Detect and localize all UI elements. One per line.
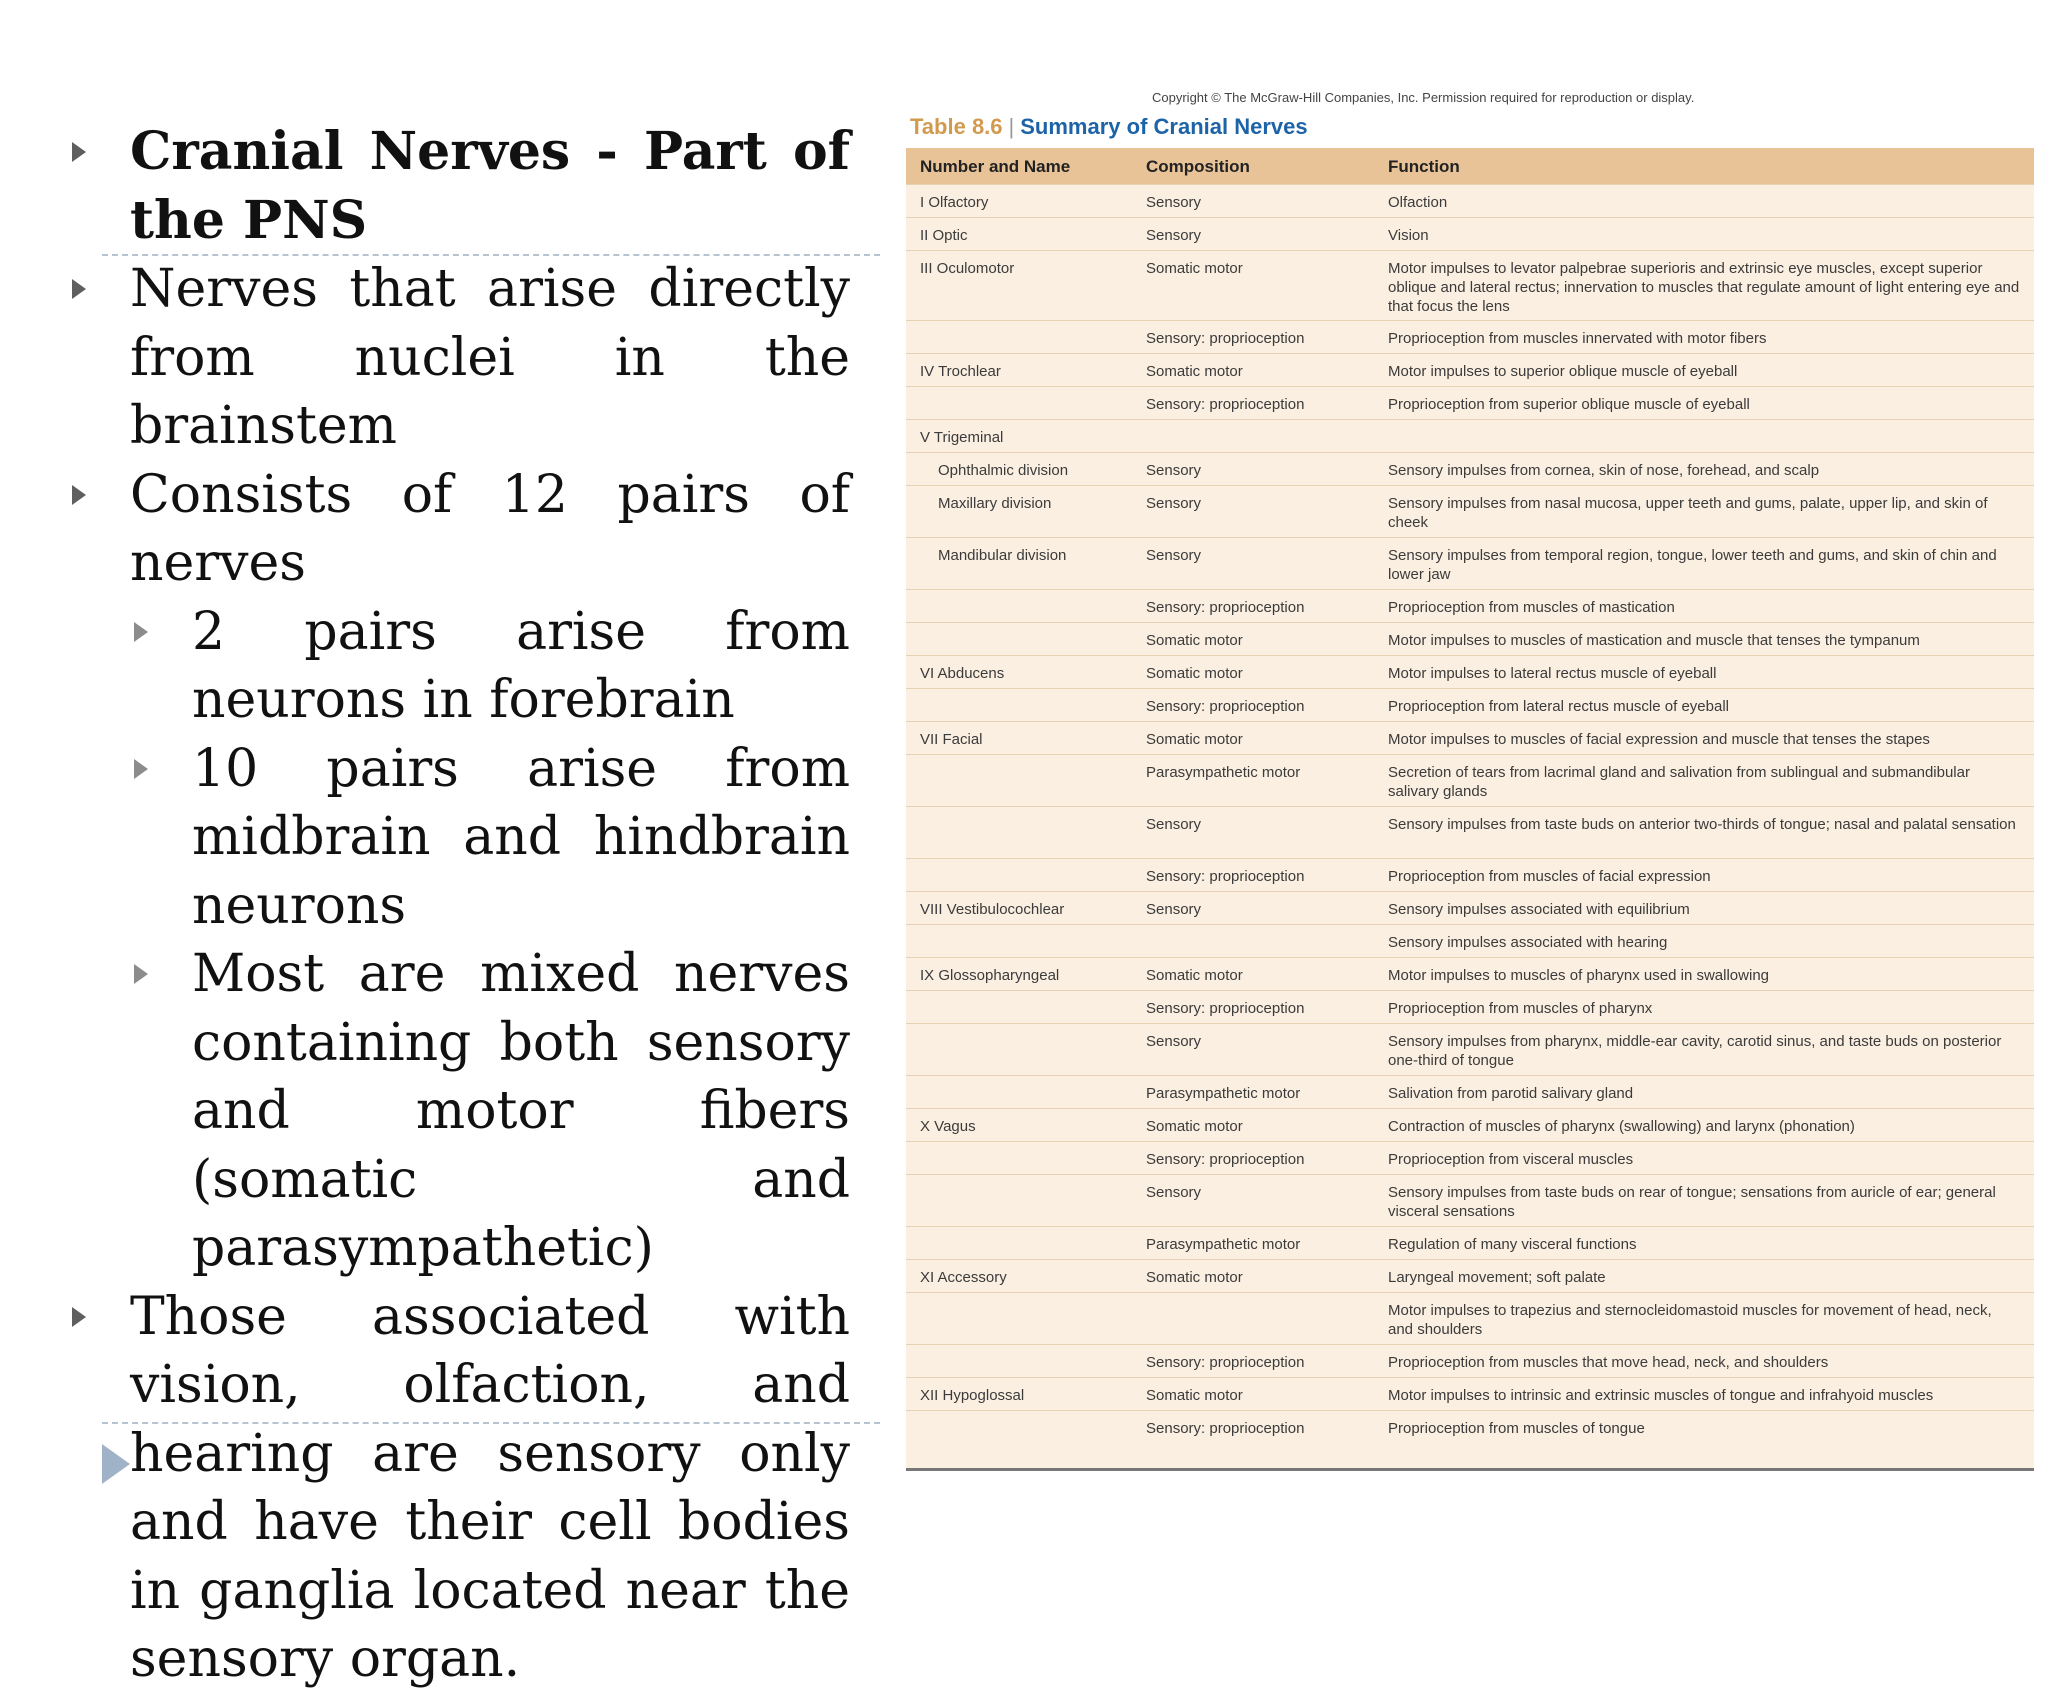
- function-cell: Proprioception from superior oblique muscle of eyeball: [1388, 396, 1750, 413]
- composition-cell: Somatic motor: [1146, 260, 1243, 277]
- table-header: [906, 148, 2034, 184]
- function-cell: Sensory impulses associated with equilibrium: [1388, 901, 1690, 918]
- table-row: [906, 184, 2034, 218]
- table-row: [906, 1023, 2034, 1076]
- function-cell: Motor impulses to intrinsic and extrinsic muscles of tongue and infrahyoid muscles: [1388, 1387, 1934, 1404]
- sub-bullet-item: 10 pairs arise from midbrain and hindbrain neurons: [60, 735, 850, 941]
- function-cell: Proprioception from muscles that move head, neck, and shoulders: [1388, 1354, 1829, 1371]
- table-row: [906, 924, 2034, 958]
- bullet-arrow-icon: [72, 485, 86, 505]
- header-composition: Composition: [1146, 157, 1250, 176]
- divider: [102, 254, 880, 256]
- composition-cell: Sensory: proprioception: [1146, 1151, 1305, 1168]
- function-cell: Secretion of tears from lacrimal gland and salivation from sublingual and submandibular salivary glands: [1388, 764, 1970, 800]
- composition-cell: Sensory: proprioception: [1146, 330, 1305, 347]
- composition-cell: Somatic motor: [1146, 1118, 1243, 1135]
- table-row: [906, 419, 2034, 453]
- composition-cell: Sensory: proprioception: [1146, 1000, 1305, 1017]
- function-cell: Motor impulses to muscles of pharynx used in swallowing: [1388, 967, 1769, 984]
- nerve-name-cell: IV Trochlear: [920, 363, 1001, 380]
- header-number-and-name: Number and Name: [920, 157, 1071, 176]
- composition-cell: Somatic motor: [1146, 967, 1243, 984]
- composition-cell: Somatic motor: [1146, 731, 1243, 748]
- table-row: [906, 622, 2034, 656]
- nerve-name-cell: Mandibular division: [938, 547, 1067, 564]
- slide-arrow-icon: [102, 1444, 130, 1484]
- table-row: [906, 452, 2034, 486]
- composition-cell: Sensory: proprioception: [1146, 868, 1305, 885]
- table-row: [906, 589, 2034, 623]
- bullet-arrow-icon: [134, 759, 148, 779]
- function-cell: Sensory impulses from pharynx, middle-ear cavity, carotid sinus, and taste buds on posterior one-third of tongue: [1388, 1033, 2002, 1069]
- nerve-name-cell: V Trigeminal: [920, 429, 1004, 446]
- table-row: [906, 386, 2034, 420]
- function-cell: Proprioception from muscles of pharynx: [1388, 1000, 1653, 1017]
- bullet-arrow-icon: [134, 964, 148, 984]
- bullet-item: Nerves that arise directly from nuclei in the brainstem: [60, 255, 850, 461]
- nerve-name-cell: XII Hypoglossal: [920, 1387, 1025, 1404]
- table-row: [906, 1141, 2034, 1175]
- function-cell: Motor impulses to lateral rectus muscle of eyeball: [1388, 665, 1717, 682]
- table-row: [906, 1344, 2034, 1378]
- divider: [102, 1422, 880, 1424]
- composition-cell: Somatic motor: [1146, 363, 1243, 380]
- title-separator: |: [1008, 114, 1015, 139]
- bullet-item: Consists of 12 pairs of nerves: [60, 461, 850, 598]
- composition-cell: Sensory: [1146, 816, 1202, 833]
- bullet-arrow-icon: [72, 1307, 86, 1327]
- table-row: [906, 1410, 2034, 1469]
- table-row: [906, 353, 2034, 387]
- bullet-item: Cranial Nerves - Part of the PNS: [60, 118, 850, 255]
- composition-cell: Parasympathetic motor: [1146, 764, 1301, 781]
- table-row: [906, 688, 2034, 722]
- function-cell: Proprioception from lateral rectus muscle of eyeball: [1388, 698, 1729, 715]
- function-cell: Sensory impulses from taste buds on anterior two-thirds of tongue; nasal and palatal sensation: [1388, 816, 2016, 833]
- nerve-name-cell: VI Abducens: [920, 665, 1005, 682]
- nerve-name-cell: VII Facial: [920, 731, 983, 748]
- table-name: Summary of Cranial Nerves: [1020, 114, 1308, 139]
- function-cell: Sensory impulses associated with hearing: [1388, 934, 1668, 951]
- composition-cell: Sensory: proprioception: [1146, 1420, 1305, 1437]
- table-row: [906, 891, 2034, 925]
- function-cell: Contraction of muscles of pharynx (swallowing) and larynx (phonation): [1388, 1118, 1855, 1135]
- copyright-notice: Copyright © The McGraw-Hill Companies, Inc. Permission required for reproduction or display.: [1152, 90, 1695, 105]
- composition-cell: Sensory: [1146, 1184, 1202, 1201]
- function-cell: Motor impulses to muscles of facial expression and muscle that tenses the stapes: [1388, 731, 1930, 748]
- nerve-name-cell: III Oculomotor: [920, 260, 1015, 277]
- bullet-item: Those associated with vision, olfaction, and hearing are sensory only and have their cell bodies in ganglia located near the sensory organ.: [60, 1283, 850, 1694]
- function-cell: Motor impulses to trapezius and sternocleidomastoid muscles for movement of head, neck, and shoulders: [1388, 1302, 1992, 1338]
- nerve-name-cell: Ophthalmic division: [938, 462, 1069, 479]
- function-cell: Proprioception from muscles of tongue: [1388, 1420, 1645, 1437]
- nerve-name-cell: IX Glossopharyngeal: [920, 967, 1060, 984]
- table-row: [906, 320, 2034, 354]
- table-row: [906, 1075, 2034, 1109]
- table: [906, 148, 2034, 1471]
- composition-cell: Somatic motor: [1146, 665, 1243, 682]
- composition-cell: Sensory: proprioception: [1146, 698, 1305, 715]
- composition-cell: Sensory: proprioception: [1146, 599, 1305, 616]
- cranial-nerves-table-figure: [906, 86, 2034, 1468]
- composition-cell: Sensory: [1146, 547, 1202, 564]
- composition-cell: Sensory: [1146, 901, 1202, 918]
- function-cell: Laryngeal movement; soft palate: [1388, 1269, 1606, 1286]
- table-row: [906, 1226, 2034, 1260]
- bullet-arrow-icon: [72, 279, 86, 299]
- table-row: [906, 1259, 2034, 1293]
- table-row: [906, 1292, 2034, 1345]
- table-row: [906, 537, 2034, 590]
- table-row: [906, 217, 2034, 251]
- function-cell: Motor impulses to levator palpebrae superioris and extrinsic eye muscles, except superior oblique and lateral rectus; innervation to muscles that regulate amount of light entering eye and that focus the lens: [1388, 260, 2020, 315]
- composition-cell: Parasympathetic motor: [1146, 1236, 1301, 1253]
- table-row: [906, 990, 2034, 1024]
- composition-cell: Sensory: [1146, 1033, 1202, 1050]
- composition-cell: Parasympathetic motor: [1146, 1085, 1301, 1102]
- function-cell: Regulation of many visceral functions: [1388, 1236, 1637, 1253]
- table-row: [906, 655, 2034, 689]
- table-row: [906, 754, 2034, 807]
- table-row: [906, 957, 2034, 991]
- composition-cell: Sensory: [1146, 495, 1202, 512]
- table-row: [906, 1174, 2034, 1227]
- bullet-arrow-icon: [134, 622, 148, 642]
- function-cell: Motor impulses to superior oblique muscle of eyeball: [1388, 363, 1738, 380]
- function-cell: Proprioception from muscles innervated with motor fibers: [1388, 330, 1767, 347]
- bullet-arrow-icon: [72, 142, 86, 162]
- function-cell: Olfaction: [1388, 194, 1448, 211]
- nerve-name-cell: X Vagus: [920, 1118, 976, 1135]
- table-row: [906, 721, 2034, 755]
- composition-cell: Sensory: proprioception: [1146, 1354, 1305, 1371]
- nerve-name-cell: I Olfactory: [920, 194, 989, 211]
- composition-cell: Somatic motor: [1146, 1387, 1243, 1404]
- function-cell: Sensory impulses from taste buds on rear of tongue; sensations from auricle of ear; general visceral sensations: [1388, 1184, 1996, 1220]
- bullet-list: [60, 118, 850, 1694]
- composition-cell: Sensory: [1146, 227, 1202, 244]
- composition-cell: Somatic motor: [1146, 632, 1243, 649]
- table-number: Table 8.6: [910, 114, 1003, 139]
- header-function: Function: [1388, 157, 1460, 176]
- function-cell: Sensory impulses from temporal region, tongue, lower teeth and gums, and skin of chin and lower jaw: [1388, 547, 1997, 583]
- composition-cell: Sensory: proprioception: [1146, 396, 1305, 413]
- function-cell: Sensory impulses from cornea, skin of nose, forehead, and scalp: [1388, 462, 1820, 479]
- sub-bullet-item: 2 pairs arise from neurons in forebrain: [60, 598, 850, 735]
- composition-cell: Sensory: [1146, 462, 1202, 479]
- table-row: [906, 1108, 2034, 1142]
- function-cell: Motor impulses to muscles of mastication and muscle that tenses the tympanum: [1388, 632, 1920, 649]
- function-cell: Sensory impulses from nasal mucosa, upper teeth and gums, palate, upper lip, and skin of cheek: [1388, 495, 1988, 531]
- table-row: [906, 806, 2034, 859]
- table-title: [910, 114, 1308, 140]
- table-row: [906, 485, 2034, 538]
- sub-bullet-item: Most are mixed nerves containing both sensory and motor fibers (somatic and parasympathetic): [60, 940, 850, 1283]
- function-cell: Proprioception from muscles of mastication: [1388, 599, 1675, 616]
- function-cell: Proprioception from muscles of facial expression: [1388, 868, 1711, 885]
- composition-cell: Sensory: [1146, 194, 1202, 211]
- nerve-name-cell: II Optic: [920, 227, 968, 244]
- table-row: [906, 858, 2034, 892]
- function-cell: Salivation from parotid salivary gland: [1388, 1085, 1634, 1102]
- nerve-name-cell: VIII Vestibulocochlear: [920, 901, 1065, 918]
- composition-cell: Somatic motor: [1146, 1269, 1243, 1286]
- nerve-name-cell: XI Accessory: [920, 1269, 1007, 1286]
- nerve-name-cell: Maxillary division: [938, 495, 1052, 512]
- table-row: [906, 1377, 2034, 1411]
- table-row: [906, 250, 2034, 321]
- function-cell: Proprioception from visceral muscles: [1388, 1151, 1634, 1168]
- function-cell: Vision: [1388, 227, 1429, 244]
